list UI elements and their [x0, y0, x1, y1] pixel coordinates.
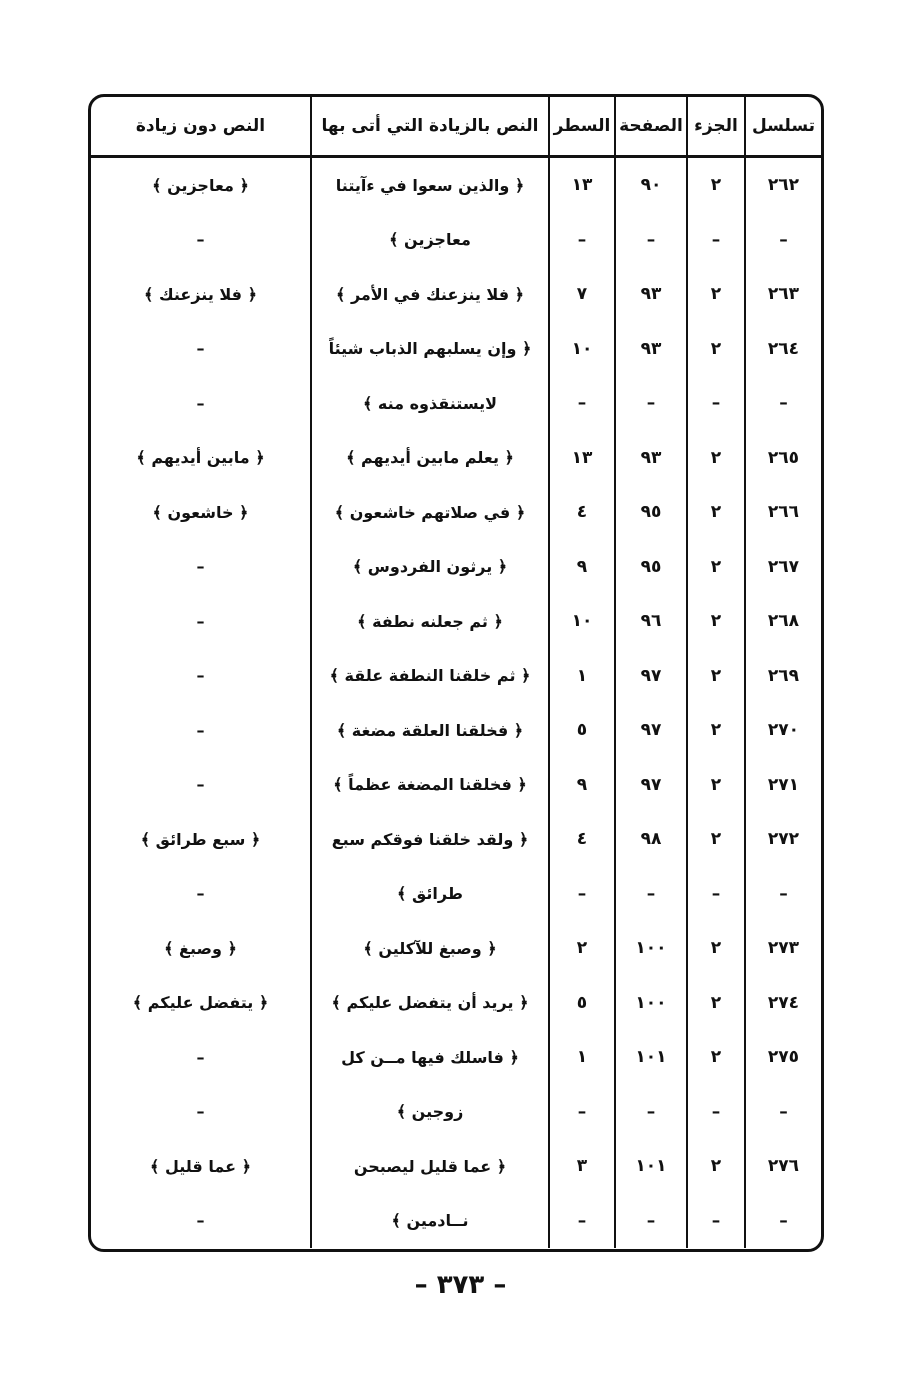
table-row — [91, 376, 821, 431]
table-row — [91, 1085, 821, 1140]
table-cell: ٢٧١ — [745, 758, 821, 813]
column-header: الصفحة — [615, 97, 687, 157]
table-cell: – — [745, 867, 821, 922]
table-cell: ﴿ فلا ينزعنك في الأمر ﴾ — [311, 267, 549, 322]
table-cell: ٢٦٤ — [745, 322, 821, 377]
table-cell: – — [615, 1085, 687, 1140]
table-cell: ﴿ يريد أن يتفضل عليكم ﴾ — [311, 976, 549, 1031]
table-cell: ٢٦٨ — [745, 594, 821, 649]
table-cell: ١٠ — [549, 322, 615, 377]
table-cell: ٢٦٣ — [745, 267, 821, 322]
table-cell: ٢٦٥ — [745, 431, 821, 486]
table-frame — [88, 94, 824, 1252]
table-cell: ٣ — [549, 1139, 615, 1194]
table-cell: ٢ — [549, 921, 615, 976]
table-cell: ٢ — [687, 976, 745, 1031]
table-row — [91, 649, 821, 704]
table-cell: ﴿ ثم خلقنا النطفة علقة ﴾ — [311, 649, 549, 704]
table-cell: ﴿ وصبغ ﴾ — [164, 938, 237, 958]
table-cell: – — [687, 376, 745, 431]
table-row — [91, 431, 821, 486]
table-cell: لايستنقذوه منه ﴾ — [311, 376, 549, 431]
table-cell: ٩٧ — [615, 649, 687, 704]
table-cell: ٢ — [687, 322, 745, 377]
table-cell: ﴿ والذين سعوا في ءآيتنا — [311, 157, 549, 213]
table-cell: – — [196, 1047, 205, 1067]
table-cell: ٢٦٢ — [745, 157, 821, 213]
table-row — [91, 213, 821, 268]
table-cell: نــادمين ﴾ — [311, 1194, 549, 1249]
table-cell: ٢٧٦ — [745, 1139, 821, 1194]
table-cell: ﴿ فاسلك فيها مــن كل — [311, 1030, 549, 1085]
table-row — [91, 1030, 821, 1085]
table-row — [91, 485, 821, 540]
table-cell: ﴿ عما قليل ليصبحن — [311, 1139, 549, 1194]
table-cell: ٢ — [687, 594, 745, 649]
table-header-row — [91, 97, 821, 157]
table-cell: – — [687, 1194, 745, 1249]
table-cell: – — [196, 611, 205, 631]
table-cell: ١٠ — [549, 594, 615, 649]
table-cell: – — [196, 775, 205, 795]
table-cell: طرائق ﴾ — [311, 867, 549, 922]
table-cell: – — [745, 1085, 821, 1140]
table-cell: ٤ — [549, 812, 615, 867]
table-cell: – — [615, 867, 687, 922]
table-cell: زوجين ﴾ — [311, 1085, 549, 1140]
table-cell: ٥ — [549, 703, 615, 758]
table-cell: ٢ — [687, 540, 745, 595]
table-cell: ١٠١ — [615, 1139, 687, 1194]
table-cell: – — [687, 213, 745, 268]
table-cell: – — [615, 213, 687, 268]
table-cell: معاجزين ﴾ — [311, 213, 549, 268]
table-cell: – — [745, 213, 821, 268]
table-cell: ٩٣ — [615, 431, 687, 486]
table-cell: ٢٦٧ — [745, 540, 821, 595]
table-cell: – — [196, 393, 205, 413]
quran-variants-table — [91, 97, 821, 1248]
table-cell: ٩٣ — [615, 322, 687, 377]
table-cell: – — [196, 339, 205, 359]
table-cell: ﴿ عما قليل ﴾ — [150, 1156, 251, 1176]
table-cell: ١٠٠ — [615, 921, 687, 976]
table-cell: ٧ — [549, 267, 615, 322]
table-cell: – — [196, 1102, 205, 1122]
table-cell: ٩٧ — [615, 758, 687, 813]
table-cell: ٢ — [687, 758, 745, 813]
table-cell: ٢ — [687, 1030, 745, 1085]
table-cell: – — [745, 376, 821, 431]
column-header: تسلسل — [745, 97, 821, 157]
table-cell: ٢٧٢ — [745, 812, 821, 867]
table-cell: – — [196, 1211, 205, 1231]
table-row — [91, 1194, 821, 1249]
table-cell: ٢ — [687, 812, 745, 867]
table-cell: ٩٧ — [615, 703, 687, 758]
table-cell: ٢ — [687, 157, 745, 213]
table-cell: ١ — [549, 1030, 615, 1085]
column-header: الجزء — [687, 97, 745, 157]
table-cell: ﴿ فخلقنا العلقة مضغة ﴾ — [311, 703, 549, 758]
table-cell: ١٠١ — [615, 1030, 687, 1085]
table-cell: ٢٧٤ — [745, 976, 821, 1031]
table-cell: ﴿ ثم جعلنه نطفة ﴾ — [311, 594, 549, 649]
table-cell: ٢ — [687, 485, 745, 540]
table-cell: ٥ — [549, 976, 615, 1031]
table-cell: – — [549, 213, 615, 268]
table-cell: ﴿ وصبغ للآكلين ﴾ — [311, 921, 549, 976]
table-cell: ﴿ فلا ينزعنك ﴾ — [144, 284, 257, 304]
table-cell: ٢٦٦ — [745, 485, 821, 540]
table-cell: ٩٦ — [615, 594, 687, 649]
table-cell: – — [549, 1194, 615, 1249]
table-cell: ٢ — [687, 703, 745, 758]
table-cell: – — [196, 230, 205, 250]
table-cell: ﴿ يرثون الفردوس ﴾ — [311, 540, 549, 595]
table-row — [91, 867, 821, 922]
column-header: النص بالزيادة التي أتى بها — [311, 97, 549, 157]
table-cell: ٢٧٥ — [745, 1030, 821, 1085]
table-row — [91, 322, 821, 377]
table-cell: ٩ — [549, 758, 615, 813]
table-cell: – — [196, 666, 205, 686]
table-cell: – — [549, 1085, 615, 1140]
table-cell: ﴿ معاجزين ﴾ — [152, 175, 249, 195]
table-row — [91, 540, 821, 595]
table-cell: – — [615, 1194, 687, 1249]
table-cell: ٢ — [687, 921, 745, 976]
table-cell: ﴿ وإن يسلبهم الذباب شيئاً — [311, 322, 549, 377]
table-cell: ٩ — [549, 540, 615, 595]
table-cell: ١٣ — [549, 157, 615, 213]
table-cell: – — [549, 867, 615, 922]
table-cell: ﴿ يتفضل عليكم ﴾ — [132, 993, 269, 1013]
table-cell: – — [549, 376, 615, 431]
table-cell: – — [687, 1085, 745, 1140]
table-row — [91, 594, 821, 649]
table-cell: ﴿ خاشعون ﴾ — [152, 502, 249, 522]
table-cell: ١٠٠ — [615, 976, 687, 1031]
table-cell: – — [196, 557, 205, 577]
table-cell: ٩٣ — [615, 267, 687, 322]
table-cell: – — [196, 884, 205, 904]
table-row — [91, 1139, 821, 1194]
table-cell: ﴿ يعلم مابين أيديهم ﴾ — [311, 431, 549, 486]
table-cell: ١٣ — [549, 431, 615, 486]
table-cell: – — [615, 376, 687, 431]
table-cell: ٢ — [687, 431, 745, 486]
column-header: السطر — [549, 97, 615, 157]
table-cell: ٢٧٠ — [745, 703, 821, 758]
table-cell: ﴿ مابين أيديهم ﴾ — [136, 448, 265, 468]
table-body — [91, 157, 821, 1249]
table-cell: ٤ — [549, 485, 615, 540]
table-cell: ٢ — [687, 267, 745, 322]
table-row — [91, 976, 821, 1031]
table-cell: ٩٥ — [615, 485, 687, 540]
table-cell: ٩٥ — [615, 540, 687, 595]
table-cell: – — [745, 1194, 821, 1249]
table-row — [91, 758, 821, 813]
table-cell: ١ — [549, 649, 615, 704]
table-row — [91, 267, 821, 322]
table-cell: – — [687, 867, 745, 922]
table-cell: ﴿ في صلاتهم خاشعون ﴾ — [311, 485, 549, 540]
table-cell: ٢٧٣ — [745, 921, 821, 976]
table-cell: – — [196, 720, 205, 740]
table-row — [91, 703, 821, 758]
table-cell: ﴿ فخلقنا المضغة عظماً ﴾ — [311, 758, 549, 813]
table-cell: ٢ — [687, 1139, 745, 1194]
table-row — [91, 812, 821, 867]
table-cell: ﴿ سبع طرائق ﴾ — [140, 829, 261, 849]
table-cell: ٩٠ — [615, 157, 687, 213]
page-number: – ٣٧٣ – — [414, 1270, 507, 1300]
table-row — [91, 921, 821, 976]
table-cell: ٩٨ — [615, 812, 687, 867]
column-header: النص دون زيادة — [91, 97, 311, 157]
table-row — [91, 157, 821, 213]
table-cell: ٢٦٩ — [745, 649, 821, 704]
table-cell: ﴿ ولقد خلقنا فوقكم سبع — [311, 812, 549, 867]
table-cell: ٢ — [687, 649, 745, 704]
